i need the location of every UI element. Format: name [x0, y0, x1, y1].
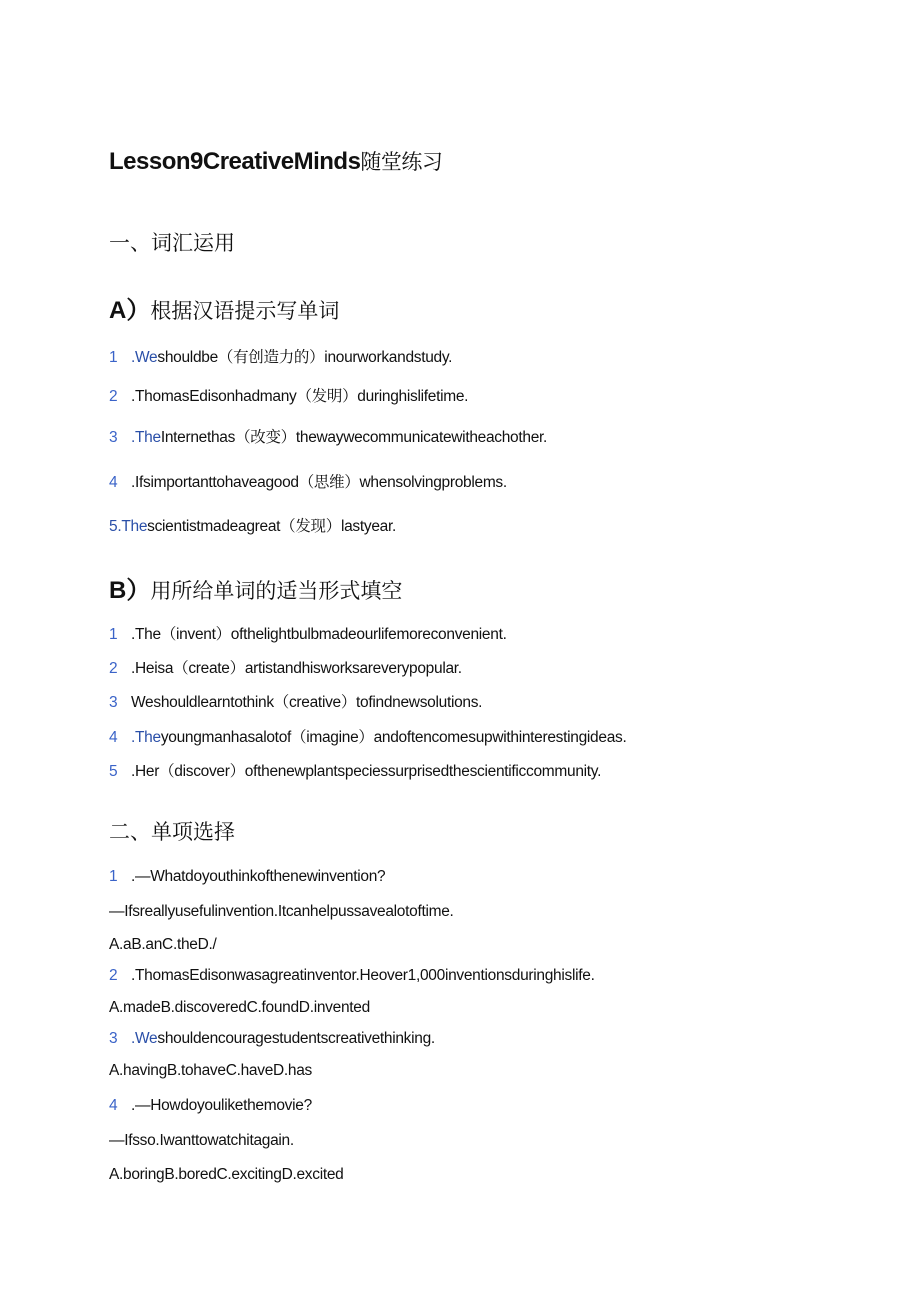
partA-item-5: [109, 514, 396, 536]
question-text: .ThomasEdisonwasagreatinventor.Heover1,000inventionsduringhislife.: [131, 967, 595, 984]
item-lead: .We: [131, 349, 158, 366]
page-title: [109, 146, 442, 176]
item-number: 4: [109, 474, 118, 491]
item-text: Internethas（改变）thewaywecommunicatewitheachother.: [160, 429, 548, 446]
partB-item-5: [109, 759, 601, 781]
item-text: Weshouldlearntothink（creative）tofindnewsolutions.: [131, 694, 483, 711]
item-number: 5: [109, 763, 118, 780]
item-lead: .: [131, 660, 136, 677]
q1-options: A.aB.anC.theD./: [109, 936, 217, 953]
q1-reply: —Ifsreallyusefulinvention.Itcanhelpussavealotoftime.: [109, 903, 454, 920]
question-text: shouldencouragestudentscreativethinking.: [157, 1030, 435, 1047]
item-lead: .: [131, 474, 136, 491]
item-text: youngmanhasalotof（imagine）andoftencomesupwithinterestingideas.: [160, 729, 627, 746]
item-number: 2: [109, 388, 118, 405]
q2-options: A.madeB.discoveredC.foundD.invented: [109, 999, 370, 1016]
partA-label: 根据汉语提示写单词: [150, 300, 340, 323]
partB-heading: [109, 570, 402, 605]
q3-stem: [109, 1030, 435, 1048]
item-text: shouldbe（有创造力的）inourworkandstudy.: [157, 349, 453, 366]
item-number: 3: [109, 694, 118, 711]
partB-item-2: [109, 656, 462, 678]
partB-item-3: [109, 690, 482, 712]
section1-heading: 一、词汇运用: [109, 232, 235, 255]
item-number: 5.: [109, 518, 122, 535]
item-text: ThomasEdisonhadmany（发明）duringhislifetime.: [135, 388, 469, 405]
item-text: Heisa（create）artistandhisworksareverypopular.: [135, 660, 462, 677]
question-number: 2: [109, 967, 118, 984]
question-number: 3: [109, 1030, 118, 1047]
partB-item-1: [109, 622, 507, 644]
question-number: 4: [109, 1097, 118, 1114]
section2-heading: 二、单项选择: [109, 821, 235, 844]
item-text: Her（discover）ofthenewplantspeciessurprisedthescientificcommunity.: [135, 763, 602, 780]
question-lead: .We: [131, 1030, 158, 1047]
question-text: .—Howdoyoulikethemovie?: [131, 1097, 312, 1114]
partA-item-2: [109, 384, 468, 406]
q4-options: A.boringB.boredC.excitingD.excited: [109, 1166, 344, 1183]
q2-stem: [109, 967, 595, 985]
q3-options: A.havingB.tohaveC.haveD.has: [109, 1062, 313, 1079]
partA-item-1: [109, 345, 452, 367]
q4-stem: [109, 1097, 312, 1115]
partA-item-3: [109, 425, 547, 447]
question-text: .—Whatdoyouthinkofthenewinvention?: [131, 868, 386, 885]
title-zh: 随堂练习: [360, 151, 443, 174]
q1-stem: [109, 868, 385, 886]
item-lead: .The: [131, 429, 161, 446]
partA-item-4: [109, 470, 507, 492]
partA-heading: [109, 290, 339, 325]
item-text: （invent）ofthelightbulbmadeourlifemoreconvenient.: [160, 626, 507, 643]
partB-mark: B）: [109, 577, 151, 604]
partB-label: 用所给单词的适当形式填空: [150, 580, 403, 603]
partB-item-4: [109, 725, 626, 747]
item-number: 4: [109, 729, 118, 746]
item-number: 3: [109, 429, 118, 446]
item-lead: .: [131, 388, 136, 405]
item-number: 1: [109, 626, 118, 643]
item-lead: .: [131, 763, 136, 780]
partA-mark: A）: [109, 297, 151, 324]
item-lead: The: [121, 518, 148, 535]
item-lead: .The: [131, 626, 161, 643]
title-en: Lesson9CreativeMinds: [109, 148, 361, 175]
q4-reply: —Ifsso.Iwanttowatchitagain.: [109, 1132, 294, 1149]
item-text: scientistmadeagreat（发现）lastyear.: [147, 518, 396, 535]
question-number: 1: [109, 868, 118, 885]
item-text: Ifsimportanttohaveagood（思维）whensolvingproblems.: [135, 474, 507, 491]
item-lead: .The: [131, 729, 161, 746]
item-number: 1: [109, 349, 118, 366]
item-number: 2: [109, 660, 118, 677]
